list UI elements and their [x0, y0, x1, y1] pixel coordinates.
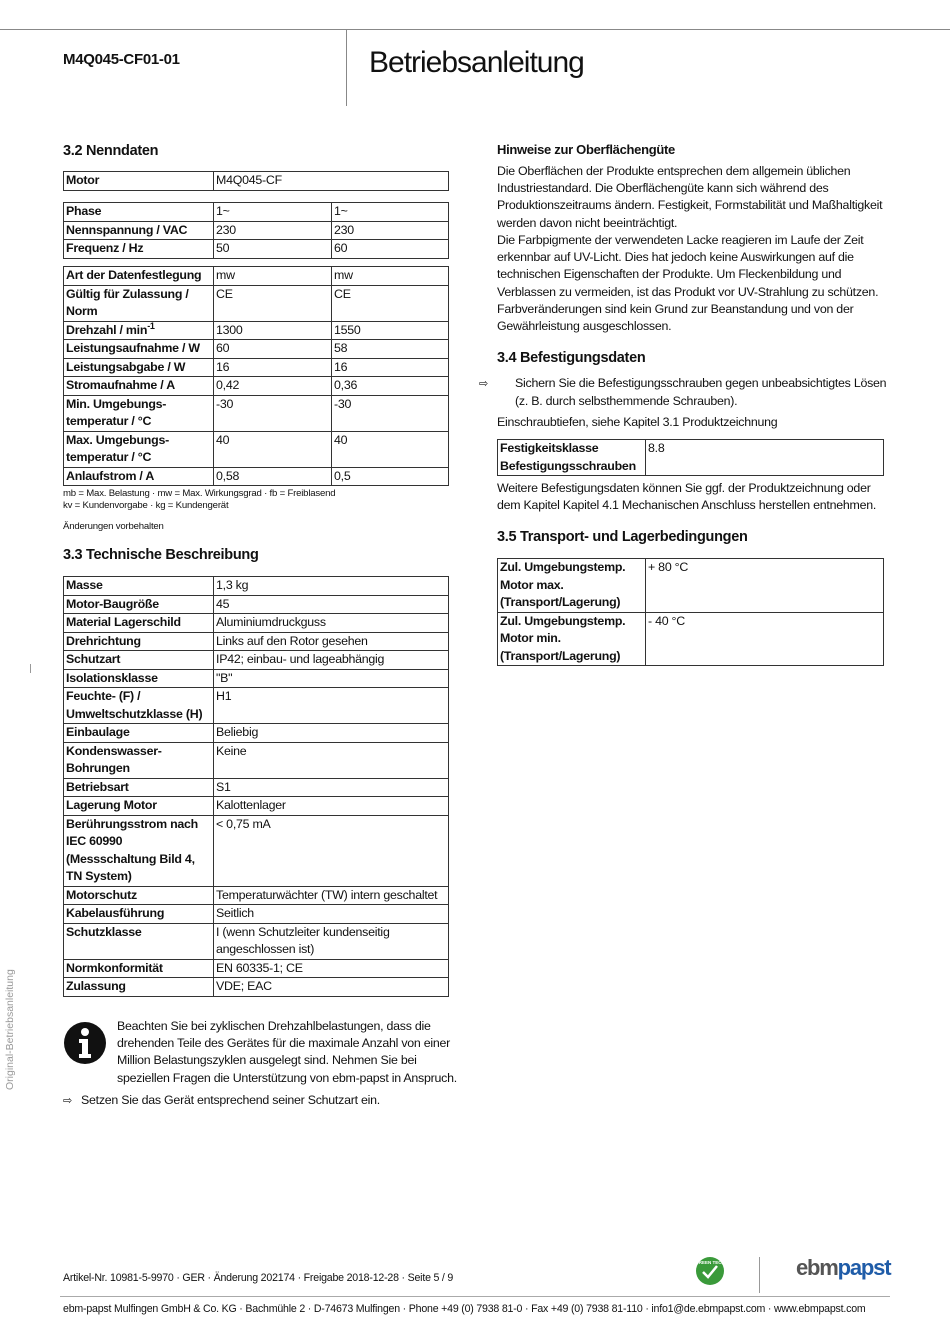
side-tick — [30, 664, 31, 673]
row-value: Aluminiumdruckguss — [214, 614, 449, 633]
row-label: Masse — [64, 577, 214, 596]
table-row — [64, 651, 449, 670]
header-divider — [346, 30, 347, 106]
table-row — [64, 978, 449, 997]
fastening-more-info: Weitere Befestigungsdaten können Sie ggf. der Produktzeichnung oder dem Kapitel Kapitel 4.1 Mechanischen Anschluss herstellen entnehmen. — [497, 481, 877, 513]
table-row — [64, 321, 449, 340]
row-label: Phase — [64, 203, 214, 222]
drehzahl-label: Drehzahl / min — [66, 322, 148, 337]
cell-60hz: 40 — [332, 431, 449, 467]
row-label: Lagerung Motor — [64, 797, 214, 816]
row-label: Stromaufnahme / A — [64, 377, 214, 396]
logo-ebm: ebm — [796, 1255, 838, 1280]
row-label: Material Lagerschild — [64, 614, 214, 633]
row-label: Leistungsaufnahme / W — [64, 340, 214, 359]
row-label: Motor-Baugröße — [64, 595, 214, 614]
row-label: Kabelausführung — [64, 905, 214, 924]
fastening-table — [497, 439, 884, 476]
cell-60hz: 0,36 — [332, 377, 449, 396]
info-icon — [63, 1021, 107, 1065]
table-row — [64, 886, 449, 905]
table-row — [498, 612, 884, 666]
row-value: VDE; EAC — [214, 978, 449, 997]
arrow-icon: ⇨ — [479, 378, 488, 390]
row-value: S1 — [214, 778, 449, 797]
side-label: Original-Betriebsanleitung — [4, 969, 16, 1090]
arrow-icon: ⇨ — [63, 1095, 72, 1107]
section-heading-3-3: 3.3 Technische Beschreibung — [63, 547, 259, 563]
nenndaten-table-1 — [63, 202, 449, 259]
cell-60hz: 16 — [332, 358, 449, 377]
cell-60hz: -30 — [332, 395, 449, 431]
cell-60hz: CE — [332, 285, 449, 321]
nenndaten-table-2 — [63, 266, 449, 486]
row-label: Nennspannung / VAC — [64, 221, 214, 240]
row-label: Kondenswasser-Bohrungen — [64, 742, 214, 778]
surface-paragraph-1: Die Oberflächen der Produkte entsprechen dem allgemein üblichen Industriestandard. Die Oberflächengüte kann sich während des Produktionszeitraums ändern. Festigkeit, Formstabilität und Maßhaltigkeit werden davon nicht beeinträchtigt. — [497, 164, 883, 230]
row-label: Einbaulage — [64, 724, 214, 743]
table-row — [64, 742, 449, 778]
table-row — [498, 559, 884, 613]
surface-heading: Hinweise zur Oberflächengüte — [497, 142, 675, 157]
surface-paragraph-2: Die Farbpigmente der verwendeten Lacke reagieren im Laufe der Zeit erkennbar auf UV-Licht. Dies hat jedoch keine Auswirkungen auf die technischen Eigenschaften der Produkte. Um Fleckenbildung und Verblassen zu vermeiden, ist das Produkt vor UV-Strahlung zu schützen. Farbveränderungen sind kein Grund zur Beanstandung und von der Gewährleistung ausgeschlossen. — [497, 233, 879, 334]
header-rule — [0, 29, 950, 30]
table-row — [64, 688, 449, 724]
screw-depth-note: Einschraubtiefen, siehe Kapitel 3.1 Produktzeichnung — [497, 415, 778, 429]
row-label: Drehrichtung — [64, 632, 214, 651]
table-row — [64, 595, 449, 614]
row-value: + 80 °C — [646, 559, 884, 613]
table-row — [64, 285, 449, 321]
bullet-schutzart — [63, 1092, 453, 1110]
table-row — [64, 240, 449, 259]
row-label: Zul. Umgebungstemp. Motor max. (Transport/Lagerung) — [498, 559, 646, 613]
abbreviation-legend-1: mb = Max. Belastung · mw = Max. Wirkungsgrad · fb = Freiblasend — [63, 488, 336, 499]
table-row — [64, 431, 449, 467]
cell-50hz: 40 — [214, 431, 332, 467]
row-value: Keine — [214, 742, 449, 778]
row-label: Anlaufstrom / A — [64, 467, 214, 486]
row-label: Betriebsart — [64, 778, 214, 797]
table-row — [64, 815, 449, 886]
row-value: Links auf den Rotor gesehen — [214, 632, 449, 651]
row-label: Min. Umgebungs-temperatur / °C — [64, 395, 214, 431]
company-address: ebm-papst Mulfingen GmbH & Co. KG · Bachmühle 2 · D-74673 Mulfingen · Phone +49 (0) 7938 81-0 · Fax +49 (0) 7938 81-110 · info1@de.ebmpapst.com · www.ebmpapst.com — [63, 1303, 866, 1315]
row-value: < 0,75 mA — [214, 815, 449, 886]
cell-60hz: 58 — [332, 340, 449, 359]
table-row — [64, 669, 449, 688]
model-number: M4Q045-CF01-01 — [63, 51, 180, 68]
row-label: Frequenz / Hz — [64, 240, 214, 259]
cell-50hz: 1300 — [214, 321, 332, 340]
row-value: - 40 °C — [646, 612, 884, 666]
row-label: Gültig für Zulassung / Norm — [64, 285, 214, 321]
table-row — [64, 959, 449, 978]
motor-label: Motor — [64, 172, 214, 191]
row-label: Feuchte- (F) / Umweltschutzklasse (H) — [64, 688, 214, 724]
logo-papst: papst — [837, 1255, 891, 1280]
section-heading-3-5: 3.5 Transport- und Lagerbedingungen — [497, 529, 748, 545]
row-value: H1 — [214, 688, 449, 724]
row-value: 1,3 kg — [214, 577, 449, 596]
row-label: Isolationsklasse — [64, 669, 214, 688]
row-value: I (wenn Schutzleiter kundenseitig angeschlossen ist) — [214, 923, 449, 959]
row-value: IP42; einbau- und lageabhängig — [214, 651, 449, 670]
table-row — [64, 203, 449, 222]
changes-note: Änderungen vorbehalten — [63, 521, 164, 532]
row-label: Max. Umgebungs-temperatur / °C — [64, 431, 214, 467]
row-label: Zulassung — [64, 978, 214, 997]
table-row — [64, 221, 449, 240]
row-value: Seitlich — [214, 905, 449, 924]
table-row — [64, 724, 449, 743]
table-row — [64, 614, 449, 633]
cell-50hz: mw — [214, 267, 332, 286]
cell-60hz: 60 — [332, 240, 449, 259]
footer-rule — [60, 1296, 890, 1297]
document-title: Betriebsanleitung — [369, 46, 584, 79]
row-value: Kalottenlager — [214, 797, 449, 816]
bullet-befestigung — [479, 375, 887, 410]
cell-60hz: 230 — [332, 221, 449, 240]
row-value: Temperaturwächter (TW) intern geschaltet — [214, 886, 449, 905]
article-info: Artikel-Nr. 10981-5-9970 · GER · Änderung 202174 · Freigabe 2018-12-28 · Seite 5 / 9 — [63, 1272, 454, 1284]
cell-50hz: 50 — [214, 240, 332, 259]
bullet-text: Setzen Sie das Gerät entsprechend seiner Schutzart ein. — [81, 1093, 380, 1107]
cell-60hz: 1550 — [332, 321, 449, 340]
table-row — [64, 340, 449, 359]
logo-divider — [759, 1257, 760, 1293]
cell-50hz: 1~ — [214, 203, 332, 222]
table-row — [64, 358, 449, 377]
transport-table — [497, 558, 884, 666]
technical-table — [63, 576, 449, 997]
section-heading-3-4: 3.4 Befestigungsdaten — [497, 350, 646, 366]
table-row — [64, 632, 449, 651]
row-value: 45 — [214, 595, 449, 614]
table-row — [64, 577, 449, 596]
cell-60hz: 1~ — [332, 203, 449, 222]
drehzahl-exponent: -1 — [147, 320, 155, 331]
motor-value: M4Q045-CF — [214, 172, 449, 191]
row-label: Schutzklasse — [64, 923, 214, 959]
cell-60hz: mw — [332, 267, 449, 286]
motor-table — [63, 171, 449, 191]
table-row — [64, 923, 449, 959]
cell-50hz: 0,42 — [214, 377, 332, 396]
cell-50hz: 16 — [214, 358, 332, 377]
row-label: Berührungsstrom nach IEC 60990 (Messschaltung Bild 4, TN System) — [64, 815, 214, 886]
table-row — [64, 905, 449, 924]
ebmpapst-logo — [796, 1255, 890, 1281]
row-value: "B" — [214, 669, 449, 688]
table-row — [64, 267, 449, 286]
row-label: Festigkeitsklasse Befestigungsschrauben — [498, 440, 646, 476]
row-label: Art der Datenfestlegung — [64, 267, 214, 286]
abbreviation-legend-2: kv = Kundenvorgabe · kg = Kundengerät — [63, 500, 229, 511]
cell-60hz: 0,5 — [332, 467, 449, 486]
table-row — [64, 778, 449, 797]
info-note-text: Beachten Sie bei zyklischen Drehzahlbelastungen, dass die drehenden Teile des Gerätes für die maximale Anzahl von einer Million Belastungszyklen ausgelegt sind. Nehmen Sie bei speziellen Fragen die Unterstützung von ebm-papst in Anspruch. — [117, 1019, 457, 1085]
row-label: Leistungsabgabe / W — [64, 358, 214, 377]
section-heading-3-2: 3.2 Nenndaten — [63, 143, 159, 159]
table-row — [64, 467, 449, 486]
cell-50hz: CE — [214, 285, 332, 321]
cell-50hz: -30 — [214, 395, 332, 431]
row-label: Motorschutz — [64, 886, 214, 905]
green-tech-badge — [695, 1256, 725, 1286]
row-value: EN 60335-1; CE — [214, 959, 449, 978]
row-value: Beliebig — [214, 724, 449, 743]
green-tech-text: GREEN TECH — [695, 1260, 725, 1265]
table-row — [64, 395, 449, 431]
table-row — [498, 440, 884, 476]
row-label: Zul. Umgebungstemp. Motor min. (Transport/Lagerung) — [498, 612, 646, 666]
row-label: Schutzart — [64, 651, 214, 670]
cell-50hz: 230 — [214, 221, 332, 240]
bullet-text: Sichern Sie die Befestigungsschrauben gegen unbeabsichtigtes Lösen (z. B. durch selbsthemmende Schrauben). — [515, 376, 887, 409]
table-row — [64, 377, 449, 396]
cell-50hz: 60 — [214, 340, 332, 359]
table-row — [64, 172, 449, 191]
row-label — [64, 321, 214, 340]
row-value: 8.8 — [646, 440, 884, 476]
row-label: Normkonformität — [64, 959, 214, 978]
table-row — [64, 797, 449, 816]
cell-50hz: 0,58 — [214, 467, 332, 486]
